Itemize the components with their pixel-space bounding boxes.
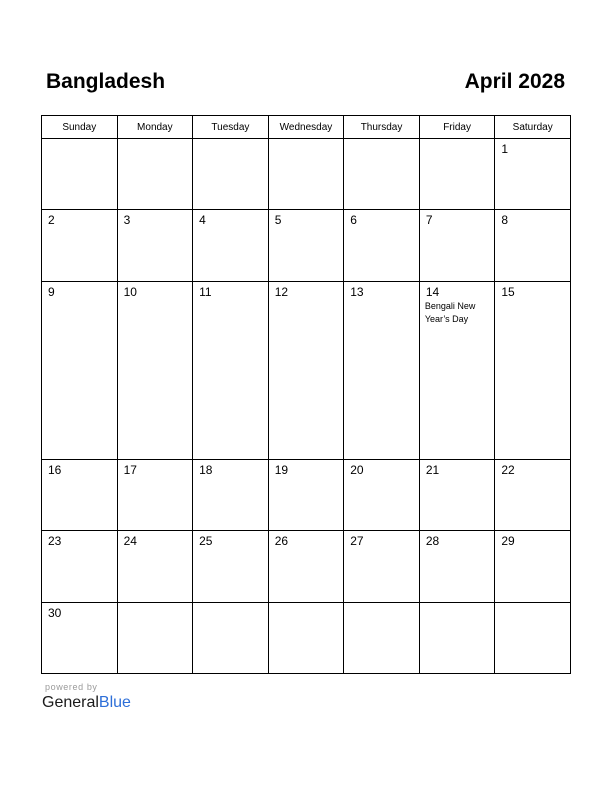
day-cell bbox=[193, 281, 269, 459]
day-number: 11 bbox=[199, 284, 212, 299]
day-cell bbox=[419, 281, 495, 459]
day-cell bbox=[193, 602, 269, 673]
day-cell bbox=[344, 210, 420, 281]
day-number: 29 bbox=[501, 534, 515, 549]
day-cell bbox=[117, 139, 193, 210]
day-cell bbox=[42, 210, 118, 281]
day-number: 9 bbox=[48, 284, 55, 299]
week-row bbox=[42, 281, 571, 459]
day-cell bbox=[419, 602, 495, 673]
day-cell bbox=[42, 602, 118, 673]
day-number: 10 bbox=[123, 284, 137, 299]
day-cell bbox=[344, 139, 420, 210]
day-number: 20 bbox=[350, 462, 364, 477]
day-number: 19 bbox=[274, 462, 289, 477]
day-cell bbox=[117, 531, 193, 602]
day-cell bbox=[193, 210, 269, 281]
holiday-label: Bengali New Year’s Day bbox=[424, 300, 476, 324]
day-cell bbox=[419, 531, 495, 602]
weekday-header: Wednesday bbox=[268, 116, 344, 139]
week-row bbox=[42, 210, 571, 281]
day-cell bbox=[344, 459, 420, 530]
day-cell bbox=[193, 139, 269, 210]
day-number: 25 bbox=[199, 534, 213, 549]
day-number: 16 bbox=[48, 462, 62, 477]
weekday-header: Friday bbox=[419, 116, 495, 139]
day-number: 3 bbox=[123, 213, 131, 228]
day-number: 4 bbox=[199, 213, 206, 228]
week-row bbox=[42, 602, 571, 673]
weekday-header: Sunday bbox=[42, 116, 118, 139]
day-cell bbox=[495, 531, 571, 602]
day-number: 28 bbox=[425, 534, 440, 549]
day-cell bbox=[344, 531, 420, 602]
day-cell bbox=[42, 281, 118, 459]
day-number: 5 bbox=[274, 213, 282, 228]
calendar-grid bbox=[41, 115, 571, 674]
day-cell bbox=[42, 531, 118, 602]
day-cell bbox=[193, 459, 269, 530]
day-number: 24 bbox=[123, 534, 137, 549]
day-cell bbox=[419, 459, 495, 530]
month-year-title: April 2028 bbox=[464, 70, 565, 93]
day-cell bbox=[419, 210, 495, 281]
day-cell bbox=[268, 139, 344, 210]
day-cell bbox=[268, 281, 344, 459]
day-cell bbox=[42, 459, 118, 530]
day-cell bbox=[495, 602, 571, 673]
day-number: 17 bbox=[123, 462, 137, 477]
week-row bbox=[42, 531, 571, 602]
weekday-header: Tuesday bbox=[193, 116, 269, 139]
weekday-header-row bbox=[42, 116, 571, 139]
day-cell bbox=[117, 602, 193, 673]
day-cell bbox=[117, 459, 193, 530]
day-number: 15 bbox=[501, 284, 515, 299]
day-number: 23 bbox=[48, 534, 62, 549]
day-cell bbox=[42, 139, 118, 210]
day-number: 6 bbox=[350, 213, 357, 228]
brand-logo bbox=[42, 694, 131, 712]
weekday-header: Saturday bbox=[495, 116, 571, 139]
day-cell bbox=[268, 602, 344, 673]
day-cell bbox=[344, 281, 420, 459]
country-title: Bangladesh bbox=[46, 70, 166, 93]
day-number: 8 bbox=[501, 213, 509, 228]
day-number: 1 bbox=[501, 142, 509, 156]
day-number: 21 bbox=[425, 462, 440, 477]
day-number: 22 bbox=[501, 462, 515, 477]
day-number: 14 bbox=[425, 284, 440, 299]
day-cell bbox=[268, 459, 344, 530]
day-cell bbox=[419, 139, 495, 210]
powered-by-label: powered by bbox=[45, 682, 98, 692]
weekday-header: Thursday bbox=[344, 116, 420, 139]
day-cell bbox=[268, 210, 344, 281]
day-number: 18 bbox=[199, 462, 213, 477]
day-number: 7 bbox=[425, 213, 433, 228]
day-cell bbox=[117, 210, 193, 281]
day-cell bbox=[495, 281, 571, 459]
day-number: 13 bbox=[350, 284, 364, 299]
day-number: 26 bbox=[274, 534, 289, 549]
day-cell bbox=[495, 210, 571, 281]
week-row bbox=[42, 139, 571, 210]
day-number: 30 bbox=[48, 605, 62, 620]
day-cell bbox=[495, 459, 571, 530]
week-row bbox=[42, 459, 571, 530]
day-number: 27 bbox=[350, 534, 364, 549]
day-cell bbox=[344, 602, 420, 673]
weekday-header: Monday bbox=[117, 116, 193, 139]
day-number: 12 bbox=[274, 284, 289, 299]
day-cell bbox=[193, 531, 269, 602]
day-cell bbox=[117, 281, 193, 459]
day-cell bbox=[495, 139, 571, 210]
brand-name-general: General bbox=[42, 694, 99, 711]
day-cell bbox=[268, 531, 344, 602]
day-number: 2 bbox=[48, 213, 55, 228]
brand-name-blue: Blue bbox=[98, 694, 131, 711]
